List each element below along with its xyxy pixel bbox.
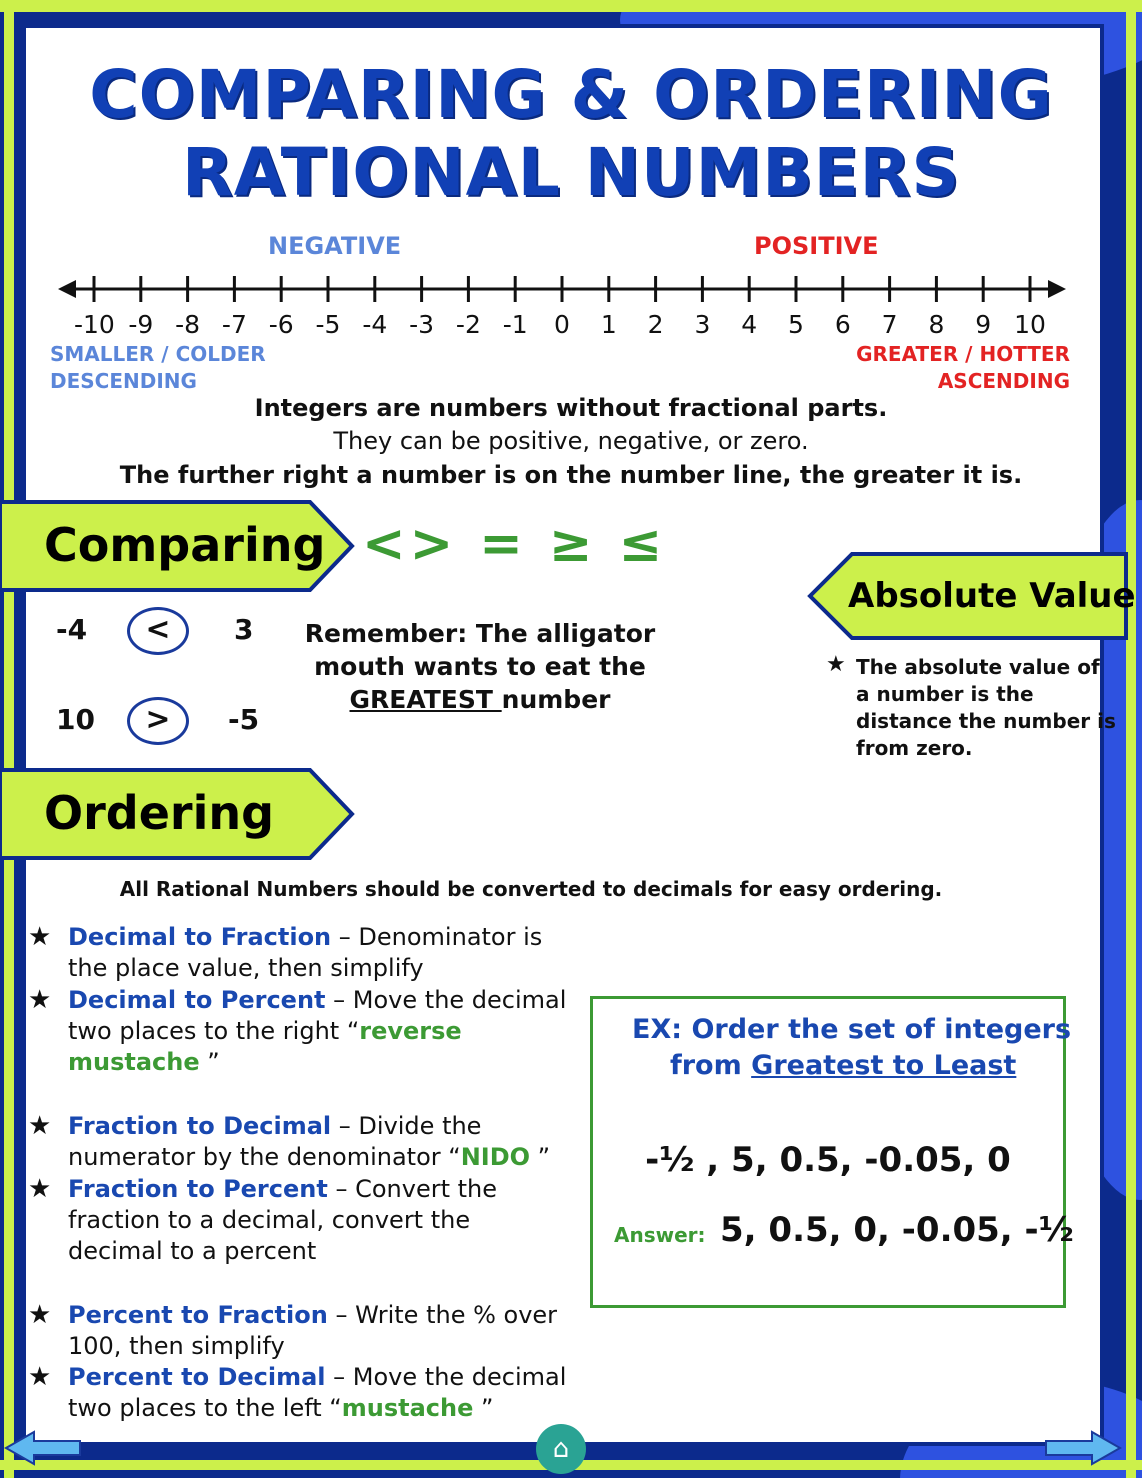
star-icon: ★ <box>28 1174 52 1204</box>
answer-value: 5, 0.5, 0, -0.05, -½ <box>720 1210 1074 1250</box>
comparing-heading: Comparing <box>44 518 326 572</box>
comparison-symbols: <> = ≥ ≤ <box>362 514 667 574</box>
rule-text: – Convert the <box>327 1175 497 1203</box>
intro-line-1: Integers are numbers without fractional parts. <box>254 394 888 422</box>
tick-label: -7 <box>221 310 247 339</box>
definition-line-3: distance the number is <box>856 709 1116 733</box>
tick-label: 4 <box>741 310 758 339</box>
page-title-line-2: RATIONAL NUMBERS <box>181 134 961 211</box>
rule-title: Decimal to Fraction <box>68 923 332 951</box>
answer-label: Answer: <box>614 1223 706 1247</box>
example-set: -½ , 5, 0.5, -0.05, 0 <box>645 1140 1011 1180</box>
rule-text: the place value, then simplify <box>68 954 424 982</box>
compare-1-operator: < <box>127 607 189 655</box>
reminder-line-3 <box>300 683 660 716</box>
rule-text: ” <box>199 1048 220 1076</box>
star-icon: ★ <box>28 1111 52 1141</box>
rule-text: – Write the % over <box>327 1301 558 1329</box>
example-prompt-line-1: EX: Order the set of integers <box>632 1014 1072 1045</box>
example-prompt-from: from <box>670 1050 752 1081</box>
rule-text: – Divide the <box>331 1112 482 1140</box>
back-arrow-icon[interactable] <box>4 1428 84 1468</box>
rule-keyword: mustache <box>68 1048 200 1076</box>
compare-1-left: -4 <box>56 613 88 646</box>
tick-label: 6 <box>834 310 851 339</box>
ordering-heading: Ordering <box>44 786 275 840</box>
rule-keyword: reverse <box>359 1017 462 1045</box>
tick-label: -9 <box>128 310 154 339</box>
tick-label: 0 <box>554 310 570 339</box>
number-line <box>0 270 1142 310</box>
star-icon: ★ <box>28 1362 52 1392</box>
alligator-reminder <box>300 617 660 716</box>
left-caption-2: DESCENDING <box>50 369 197 393</box>
tick-label: 7 <box>881 310 898 339</box>
right-caption-1: GREATER / HOTTER <box>856 342 1070 366</box>
rule-fraction-to-decimal <box>68 1111 568 1173</box>
tick-label: -1 <box>502 310 528 339</box>
reminder-greatest: GREATEST <box>349 685 502 714</box>
ordering-subtitle: All Rational Numbers should be converted to decimals for easy ordering. <box>119 877 943 901</box>
intro-line-2: They can be positive, negative, or zero. <box>333 427 809 455</box>
compare-2-operator: > <box>127 697 189 745</box>
tick-label: -2 <box>455 310 481 339</box>
intro-line-3: The further right a number is on the number line, the greater it is. <box>119 461 1023 489</box>
tick-label: -3 <box>409 310 435 339</box>
compare-2-left: 10 <box>56 703 95 736</box>
page-title-line-1: COMPARING & ORDERING <box>89 56 1053 133</box>
rule-text: 100, then simplify <box>68 1332 285 1360</box>
star-icon: ★ <box>826 652 846 677</box>
rule-title: Percent to Fraction <box>68 1301 328 1329</box>
tick-label: 3 <box>694 310 711 339</box>
rule-title: Fraction to Decimal <box>68 1112 332 1140</box>
rule-text: fraction to a decimal, convert the <box>68 1206 471 1234</box>
example-prompt-line-2 <box>670 1048 1016 1084</box>
compare-1-right: 3 <box>234 613 254 646</box>
left-caption-1: SMALLER / COLDER <box>50 342 266 366</box>
rule-text: ” <box>473 1394 494 1422</box>
definition-line-2: a number is the <box>856 682 1034 706</box>
rule-title: Fraction to Percent <box>68 1175 328 1203</box>
star-icon: ★ <box>28 1300 52 1330</box>
reminder-line-1: Remember: The alligator <box>304 619 656 648</box>
tick-label: -6 <box>268 310 294 339</box>
tick-label: -10 <box>74 310 115 339</box>
star-icon: ★ <box>28 985 52 1015</box>
home-button[interactable] <box>536 1424 586 1474</box>
rule-decimal-to-percent <box>68 985 568 1078</box>
tick-label: -8 <box>175 310 201 339</box>
tick-label: 9 <box>975 310 992 339</box>
tick-label: -5 <box>315 310 341 339</box>
rule-percent-to-fraction <box>68 1300 568 1362</box>
compare-2-right: -5 <box>228 703 260 736</box>
rule-keyword: NIDO <box>460 1143 531 1171</box>
definition-line-1: The absolute value of <box>856 655 1100 679</box>
example-prompt-order: Greatest to Least <box>751 1050 1017 1081</box>
rule-text: numerator by the denominator “ <box>68 1143 461 1171</box>
home-icon: ⌂ <box>552 1434 570 1464</box>
tick-label: 10 <box>1014 310 1046 339</box>
reminder-number: number <box>501 685 611 714</box>
tick-label: 8 <box>928 310 945 339</box>
absolute-value-definition <box>856 654 1116 762</box>
negative-label: NEGATIVE <box>268 232 402 260</box>
rule-text: – Denominator is <box>331 923 543 951</box>
rule-text: two places to the left “ <box>68 1394 342 1422</box>
rule-decimal-to-fraction <box>68 922 568 984</box>
rule-fraction-to-percent <box>68 1174 568 1267</box>
reminder-line-2: mouth wants to eat the <box>314 652 646 681</box>
rule-text: ” <box>530 1143 551 1171</box>
tick-label: 1 <box>600 310 617 339</box>
rule-title: Decimal to Percent <box>68 986 326 1014</box>
rule-text: two places to the right “ <box>68 1017 360 1045</box>
absolute-value-heading: Absolute Value <box>848 576 1136 616</box>
rule-title: Percent to Decimal <box>68 1363 326 1391</box>
definition-line-4: from zero. <box>856 736 973 760</box>
rule-text: – Move the decimal <box>325 986 567 1014</box>
rule-keyword: mustache <box>341 1394 474 1422</box>
forward-arrow-icon[interactable] <box>1042 1428 1122 1468</box>
positive-label: POSITIVE <box>754 232 879 260</box>
rule-text: – Move the decimal <box>325 1363 567 1391</box>
tick-label: 2 <box>647 310 664 339</box>
tick-label: -4 <box>362 310 388 339</box>
rule-percent-to-decimal <box>68 1362 568 1424</box>
right-caption-2: ASCENDING <box>937 369 1070 393</box>
star-icon: ★ <box>28 922 52 952</box>
tick-label: 5 <box>788 310 804 339</box>
rule-text: decimal to a percent <box>68 1237 317 1265</box>
